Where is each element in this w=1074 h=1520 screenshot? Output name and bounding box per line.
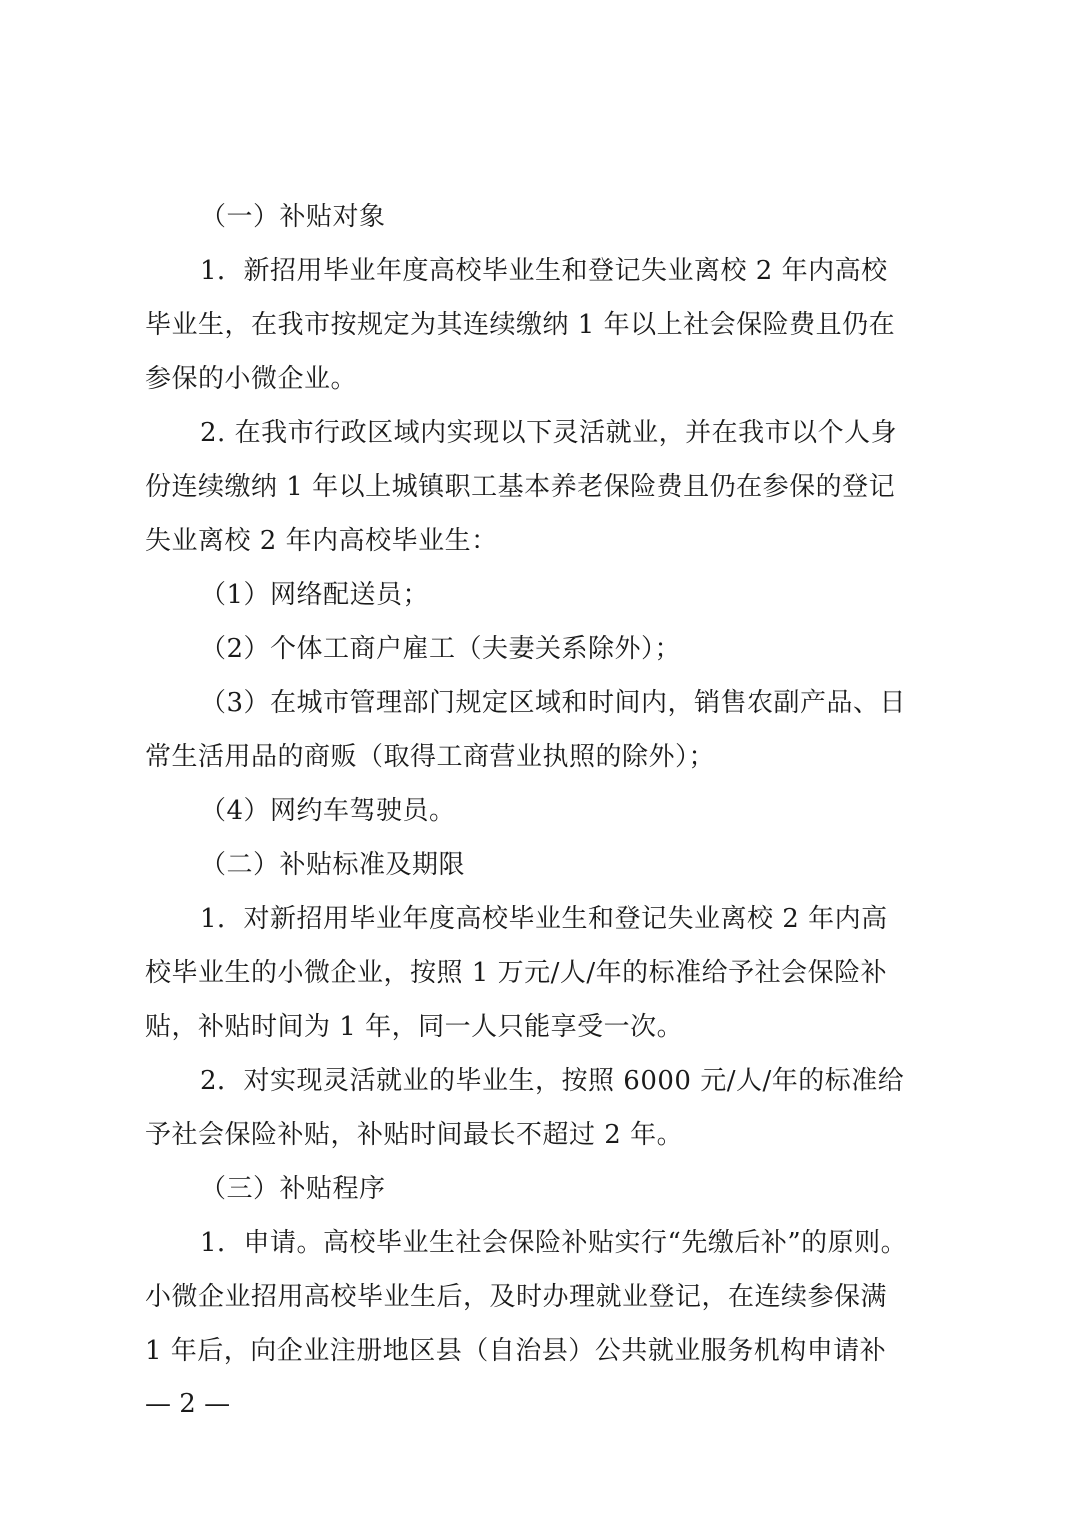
paragraph-line: 份连续缴纳 1 年以上城镇职工基本养老保险费且仍在参保的登记 (145, 472, 896, 502)
list-item: （2）个体工商户雇工（夫妻关系除外）； (200, 634, 682, 664)
list-item: （3）在城市管理部门规定区域和时间内，销售农副产品、日 (200, 688, 907, 718)
page-number: — 2 — (145, 1389, 231, 1419)
paragraph-line: 1．新招用毕业年度高校毕业生和登记失业离校 2 年内高校 (200, 256, 888, 286)
paragraph-line: 2. 在我市行政区域内实现以下灵活就业，并在我市以个人身 (200, 418, 898, 448)
paragraph-line: 予社会保险补贴，补贴时间最长不超过 2 年。 (145, 1120, 684, 1150)
section-heading-subsidy-standard: （二）补贴标准及期限 (200, 850, 466, 880)
paragraph-line: 1．对新招用毕业年度高校毕业生和登记失业离校 2 年内高 (200, 904, 888, 934)
paragraph-line: 1．申请。高校毕业生社会保险补贴实行“先缴后补”的原则。 (200, 1228, 908, 1258)
paragraph-line: 常生活用品的商贩（取得工商营业执照的除外）； (145, 742, 716, 772)
section-heading-subsidy-target: （一）补贴对象 (200, 202, 386, 232)
paragraph-line: 1 年后，向企业注册地区县（自治县）公共就业服务机构申请补 (145, 1336, 887, 1366)
paragraph-line: 小微企业招用高校毕业生后，及时办理就业登记，在连续参保满 (145, 1282, 888, 1312)
list-item: （1）网络配送员； (200, 580, 430, 610)
paragraph-line: 失业离校 2 年内高校毕业生： (145, 526, 498, 556)
list-item: （4）网约车驾驶员。 (200, 796, 456, 826)
paragraph-line: 校毕业生的小微企业，按照 1 万元/人/年的标准给予社会保险补 (145, 958, 888, 988)
paragraph-line: 贴，补贴时间为 1 年，同一人只能享受一次。 (145, 1012, 684, 1042)
section-heading-subsidy-procedure: （三）补贴程序 (200, 1174, 386, 1204)
paragraph-line: 毕业生，在我市按规定为其连续缴纳 1 年以上社会保险费且仍在 (145, 310, 896, 340)
paragraph-line: 2．对实现灵活就业的毕业生，按照 6000 元/人/年的标准给 (200, 1066, 905, 1096)
paragraph-line: 参保的小微企业。 (145, 364, 358, 394)
document-body (145, 190, 945, 1378)
